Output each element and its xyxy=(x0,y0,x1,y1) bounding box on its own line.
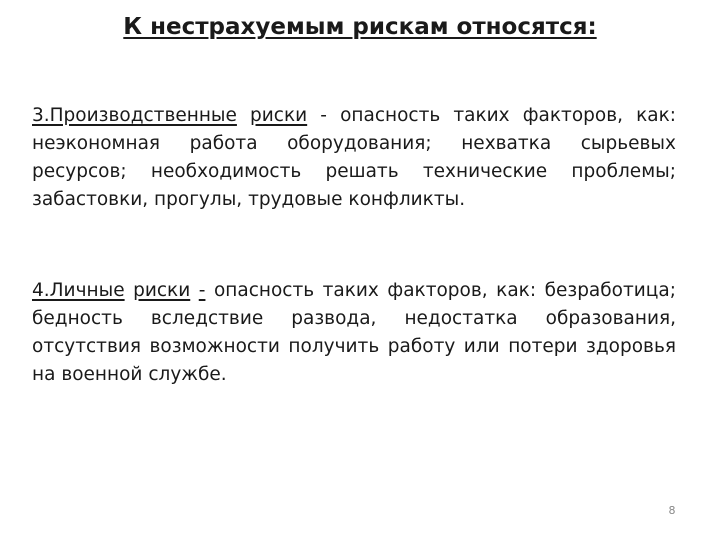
paragraph-item-3 xyxy=(32,102,676,214)
item-3-body: опасность таких факторов, как: неэкономная работа оборудования; нехватка сырьевых ресурсов; необходимость решать технические проблемы; забастовки, прогулы, трудовые конфликты. xyxy=(32,105,677,210)
item-3-term: риски xyxy=(250,105,308,126)
page-number: 8 xyxy=(668,504,676,517)
slide-title: К нестрахуемым рискам относятся: xyxy=(123,14,597,40)
item-4-term: риски xyxy=(133,280,191,301)
paragraph-item-4 xyxy=(32,277,676,389)
item-4-body: опасность таких факторов, как: безработица; бедность вследствие развода, недостатка образования, отсутствия возможности получить работу или потери здоровья на военной службе. xyxy=(32,280,676,385)
item-4-dash: - xyxy=(198,280,206,301)
item-4-label: 4.Личные xyxy=(32,280,125,301)
item-3-dash: - xyxy=(320,105,327,126)
item-3-label: 3.Производственные xyxy=(32,105,237,126)
